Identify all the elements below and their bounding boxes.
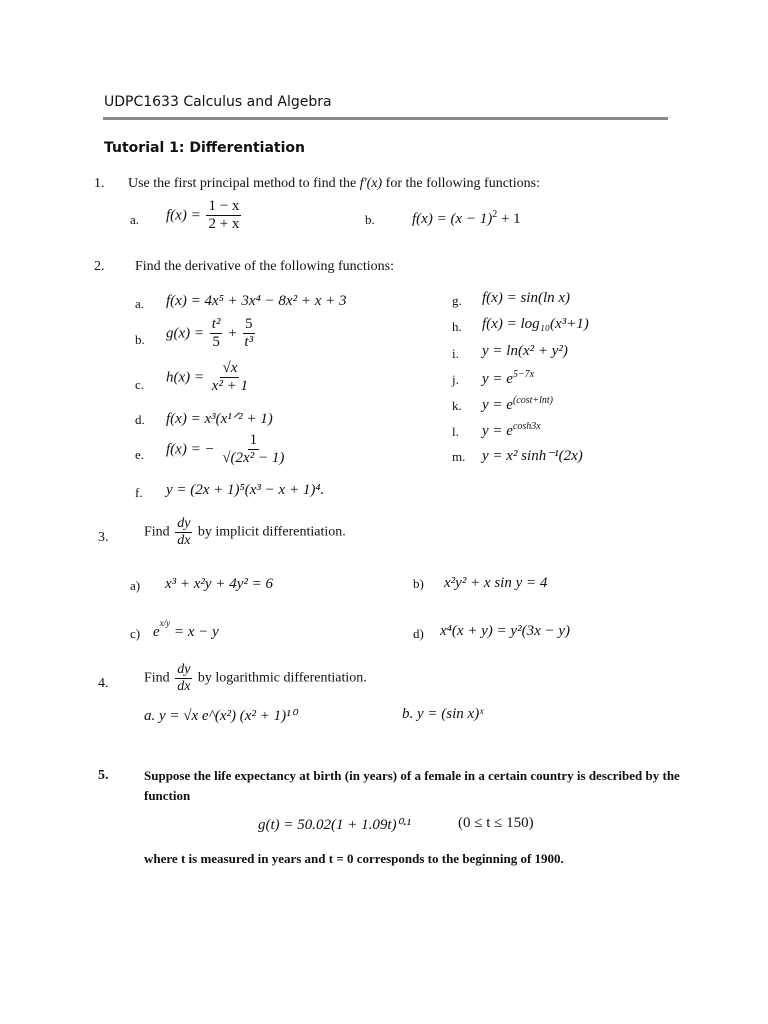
q2-number: 2. bbox=[94, 259, 105, 274]
q3a-label: a) bbox=[130, 578, 141, 593]
q2m-label: m. bbox=[452, 449, 466, 464]
q2e-label: e. bbox=[135, 447, 145, 462]
q2g-expression: f(x) = sin(ln x) bbox=[482, 290, 571, 306]
q2c-label: c. bbox=[135, 377, 145, 392]
q1b-expression: $f(x) = (x - 1)^2 + 1$ bbox=[412, 209, 521, 227]
q5-text-line2: function bbox=[144, 788, 191, 803]
q2c-expression: h(x) = $\frac{√x}{\text{x² + 1}}$ bbox=[166, 360, 249, 395]
q2f-expression: y = (2x + 1)⁵(x³ − x + 1)⁴. bbox=[166, 482, 325, 498]
tutorial-title: Tutorial 1: Differentiation bbox=[104, 140, 305, 156]
q1a-expression: f(x) = $\frac{1 - x}{2 + x}$ bbox=[166, 198, 240, 233]
q3d-expression: x⁴(x + y) = y²(3x − y) bbox=[440, 623, 571, 639]
q3b-label: b) bbox=[413, 576, 424, 591]
q2i-expression: y = ln(x² + y²) bbox=[482, 343, 568, 359]
q2d-label: d. bbox=[135, 412, 145, 427]
q2e-expression: f(x) = − $\frac{1}{\text{√(2x² − 1)}}$ bbox=[166, 432, 285, 467]
q2b-label: b. bbox=[135, 332, 145, 347]
q2l-label: l. bbox=[452, 424, 459, 439]
q4b-expression: b. y = (sin x)ˣ bbox=[402, 706, 484, 722]
q3a-expression: x³ + x²y + 4y² = 6 bbox=[165, 576, 273, 592]
q2m-expression: y = x² sinh⁻¹(2x) bbox=[482, 448, 583, 464]
q3b-expression: x²y² + x sin y = 4 bbox=[444, 575, 548, 591]
q1-prompt: Use the first principal method to find the f'(x) for the following functions: bbox=[128, 176, 541, 191]
q2k-expression: $y = e^{(cost+lnt)}$ bbox=[482, 395, 554, 413]
q3c-expression: $e^{x/y} = x - y$ bbox=[153, 618, 219, 640]
q1b-label: b. bbox=[365, 212, 375, 227]
q2h-label: h. bbox=[452, 319, 462, 334]
q5-formula: g(t) = 50.02(1 + 1.09t)⁰·¹ bbox=[258, 817, 411, 833]
q2-prompt: Find the derivative of the following functions: bbox=[135, 259, 394, 274]
q2g-label: g. bbox=[452, 293, 462, 308]
q5-footer: where t is measured in years and t = 0 corresponds to the beginning of 1900. bbox=[144, 851, 564, 866]
q3-number: 3. bbox=[98, 530, 109, 545]
q3d-label: d) bbox=[413, 626, 424, 641]
q4-prompt: Find $\frac{dy}{dx}$ by logarithmic differentiation. bbox=[144, 662, 367, 695]
q2a-expression: f(x) = 4x⁵ + 3x⁴ − 8x² + x + 3 bbox=[166, 293, 347, 309]
q2j-label: j. bbox=[452, 372, 459, 387]
q2h-expression: f(x) = log₁₀(x³+1) bbox=[482, 316, 589, 332]
q5-number: 5. bbox=[98, 768, 109, 783]
q3c-label: c) bbox=[130, 626, 141, 641]
q2i-label: i. bbox=[452, 346, 459, 361]
q5-text-line1: Suppose the life expectancy at birth (in years) of a female in a certain country is described by the bbox=[144, 768, 680, 783]
q1-number: 1. bbox=[94, 176, 105, 191]
course-title: UDPC1633 Calculus and Algebra bbox=[104, 94, 332, 110]
q2b-expression: g(x) = $\frac{\text{t²}}{5}$ + $\frac{5}{\text{t³}}$ bbox=[166, 316, 254, 351]
q2k-label: k. bbox=[452, 398, 462, 413]
q2d-expression: f(x) = x³(x¹ᐟ² + 1) bbox=[166, 411, 273, 427]
q5-domain: (0 ≤ t ≤ 150) bbox=[458, 815, 534, 831]
q2a-label: a. bbox=[135, 296, 145, 311]
q1a-label: a. bbox=[130, 212, 140, 227]
q2l-expression: $y = e^{cosh3x}$ bbox=[482, 421, 541, 439]
header-divider bbox=[103, 117, 668, 120]
q2f-label: f. bbox=[135, 485, 143, 500]
q3-prompt: Find $\frac{dy}{dx}$ by implicit differentiation. bbox=[144, 516, 346, 549]
q4a-expression: a. y = √x e^(x²) (x² + 1)¹⁰ bbox=[144, 708, 297, 724]
q4-number: 4. bbox=[98, 676, 109, 691]
q2j-expression: $y = e^{5-7x}$ bbox=[482, 369, 535, 387]
